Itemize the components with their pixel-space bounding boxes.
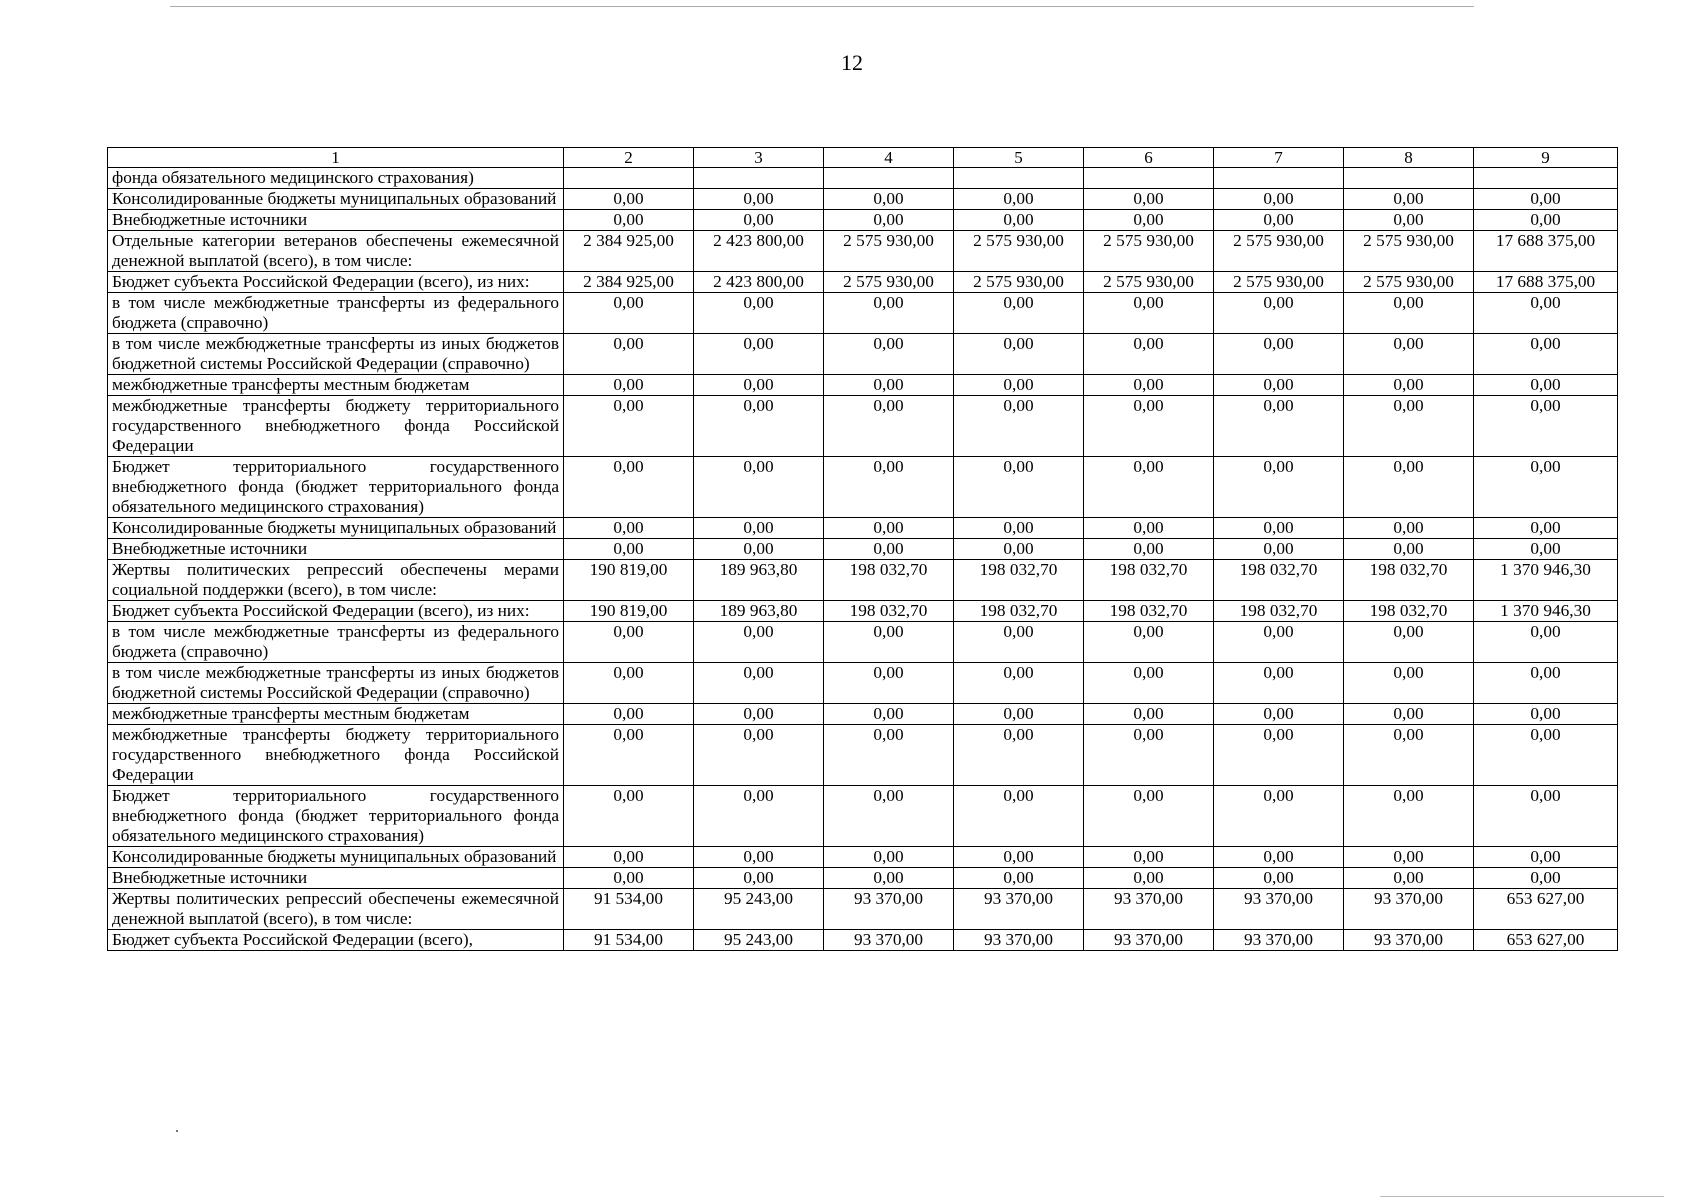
value-cell — [1214, 168, 1344, 189]
value-cell: 0,00 — [954, 210, 1084, 231]
value-cell: 0,00 — [1474, 518, 1618, 539]
value-cell: 93 370,00 — [1214, 930, 1344, 951]
value-cell: 0,00 — [564, 375, 694, 396]
value-cell: 0,00 — [1084, 293, 1214, 334]
table-row — [108, 663, 1618, 704]
value-cell: 17 688 375,00 — [1474, 231, 1618, 272]
value-cell: 0,00 — [564, 539, 694, 560]
value-cell: 198 032,70 — [1084, 601, 1214, 622]
value-cell: 0,00 — [564, 334, 694, 375]
value-cell: 0,00 — [954, 396, 1084, 457]
table-row — [108, 847, 1618, 868]
value-cell: 2 423 800,00 — [694, 272, 824, 293]
value-cell: 0,00 — [1344, 868, 1474, 889]
value-cell: 0,00 — [1344, 396, 1474, 457]
value-cell: 653 627,00 — [1474, 889, 1618, 930]
value-cell: 0,00 — [824, 786, 954, 847]
value-cell: 0,00 — [1344, 457, 1474, 518]
value-cell: 0,00 — [1474, 457, 1618, 518]
value-cell: 0,00 — [564, 663, 694, 704]
value-cell: 0,00 — [564, 210, 694, 231]
column-header-8: 8 — [1344, 148, 1474, 168]
value-cell: 0,00 — [1084, 189, 1214, 210]
value-cell: 0,00 — [954, 786, 1084, 847]
value-cell — [824, 168, 954, 189]
table-row — [108, 622, 1618, 663]
value-cell: 0,00 — [1344, 539, 1474, 560]
value-cell — [1474, 168, 1618, 189]
value-cell: 190 819,00 — [564, 560, 694, 601]
row-label: Бюджет субъекта Российской Федерации (всего), — [108, 930, 564, 951]
value-cell: 0,00 — [694, 725, 824, 786]
column-header-2: 2 — [564, 148, 694, 168]
value-cell: 0,00 — [694, 847, 824, 868]
row-label: Внебюджетные источники — [108, 868, 564, 889]
value-cell: 0,00 — [1474, 210, 1618, 231]
value-cell: 0,00 — [564, 396, 694, 457]
value-cell: 0,00 — [694, 622, 824, 663]
value-cell: 0,00 — [1474, 622, 1618, 663]
value-cell: 0,00 — [954, 457, 1084, 518]
row-label: Консолидированные бюджеты муниципальных образований — [108, 847, 564, 868]
value-cell: 0,00 — [824, 375, 954, 396]
table-row — [108, 786, 1618, 847]
scan-bottom-edge-line — [1380, 1196, 1664, 1197]
table-row — [108, 375, 1618, 396]
table-row — [108, 457, 1618, 518]
table-row — [108, 930, 1618, 951]
value-cell: 0,00 — [1214, 704, 1344, 725]
value-cell: 2 384 925,00 — [564, 231, 694, 272]
table-row — [108, 334, 1618, 375]
row-label: в том числе межбюджетные трансферты из иных бюджетов бюджетной системы Российской Федерации (справочно) — [108, 663, 564, 704]
table-row — [108, 704, 1618, 725]
value-cell: 0,00 — [954, 518, 1084, 539]
value-cell: 0,00 — [954, 704, 1084, 725]
value-cell — [694, 168, 824, 189]
table-row — [108, 868, 1618, 889]
row-label: Бюджет субъекта Российской Федерации (всего), из них: — [108, 272, 564, 293]
table-row — [108, 272, 1618, 293]
row-label: Бюджет территориального государственного внебюджетного фонда (бюджет территориального фонда обязательного медицинского страхования) — [108, 457, 564, 518]
value-cell: 0,00 — [1214, 189, 1344, 210]
value-cell: 0,00 — [1474, 375, 1618, 396]
value-cell — [1344, 168, 1474, 189]
value-cell: 198 032,70 — [954, 601, 1084, 622]
value-cell — [564, 168, 694, 189]
value-cell: 0,00 — [1214, 396, 1344, 457]
value-cell: 0,00 — [564, 622, 694, 663]
value-cell: 0,00 — [824, 293, 954, 334]
value-cell: 0,00 — [824, 847, 954, 868]
value-cell: 0,00 — [694, 210, 824, 231]
column-header-5: 5 — [954, 148, 1084, 168]
row-label: Жертвы политических репрессий обеспечены ежемесячной денежной выплатой (всего), в том числе: — [108, 889, 564, 930]
value-cell: 0,00 — [1474, 396, 1618, 457]
value-cell: 0,00 — [954, 725, 1084, 786]
value-cell: 0,00 — [564, 189, 694, 210]
value-cell: 93 370,00 — [1084, 930, 1214, 951]
value-cell: 0,00 — [1344, 622, 1474, 663]
table-header — [108, 148, 1618, 168]
value-cell: 93 370,00 — [954, 889, 1084, 930]
row-label: в том числе межбюджетные трансферты из федерального бюджета (справочно) — [108, 293, 564, 334]
value-cell: 0,00 — [1084, 847, 1214, 868]
value-cell: 0,00 — [1474, 539, 1618, 560]
value-cell: 0,00 — [824, 725, 954, 786]
table-row — [108, 889, 1618, 930]
row-label: межбюджетные трансферты бюджету территориального государственного внебюджетного фонда Российской Федерации — [108, 725, 564, 786]
value-cell: 0,00 — [1344, 518, 1474, 539]
value-cell: 0,00 — [1084, 704, 1214, 725]
value-cell: 198 032,70 — [1214, 601, 1344, 622]
value-cell: 17 688 375,00 — [1474, 272, 1618, 293]
value-cell: 0,00 — [954, 622, 1084, 663]
value-cell: 1 370 946,30 — [1474, 560, 1618, 601]
value-cell: 2 575 930,00 — [824, 272, 954, 293]
value-cell: 0,00 — [1474, 189, 1618, 210]
value-cell: 198 032,70 — [1214, 560, 1344, 601]
value-cell — [1084, 168, 1214, 189]
column-header-1: 1 — [108, 148, 564, 168]
value-cell: 93 370,00 — [1344, 930, 1474, 951]
value-cell: 91 534,00 — [564, 930, 694, 951]
value-cell: 0,00 — [564, 847, 694, 868]
value-cell: 0,00 — [564, 457, 694, 518]
row-label: межбюджетные трансферты местным бюджетам — [108, 375, 564, 396]
budget-table — [107, 147, 1618, 951]
value-cell: 0,00 — [1474, 293, 1618, 334]
value-cell: 0,00 — [1214, 293, 1344, 334]
value-cell: 0,00 — [824, 663, 954, 704]
table-row — [108, 293, 1618, 334]
value-cell: 0,00 — [1084, 396, 1214, 457]
value-cell: 0,00 — [824, 704, 954, 725]
value-cell: 0,00 — [1214, 539, 1344, 560]
value-cell: 0,00 — [1344, 786, 1474, 847]
value-cell: 0,00 — [1344, 293, 1474, 334]
value-cell: 0,00 — [954, 847, 1084, 868]
value-cell: 0,00 — [1214, 725, 1344, 786]
row-label: Консолидированные бюджеты муниципальных образований — [108, 189, 564, 210]
value-cell: 2 575 930,00 — [954, 231, 1084, 272]
value-cell: 0,00 — [1474, 725, 1618, 786]
value-cell: 0,00 — [1474, 704, 1618, 725]
value-cell: 0,00 — [694, 189, 824, 210]
value-cell: 0,00 — [694, 375, 824, 396]
value-cell: 2 575 930,00 — [1084, 272, 1214, 293]
value-cell: 0,00 — [824, 334, 954, 375]
value-cell: 0,00 — [824, 622, 954, 663]
value-cell: 0,00 — [1474, 786, 1618, 847]
value-cell: 2 384 925,00 — [564, 272, 694, 293]
value-cell: 0,00 — [824, 210, 954, 231]
row-label: Жертвы политических репрессий обеспечены мерами социальной поддержки (всего), в том числе: — [108, 560, 564, 601]
value-cell: 0,00 — [694, 868, 824, 889]
value-cell: 0,00 — [564, 704, 694, 725]
value-cell: 0,00 — [1214, 622, 1344, 663]
value-cell: 0,00 — [1214, 518, 1344, 539]
value-cell: 0,00 — [694, 786, 824, 847]
value-cell: 0,00 — [954, 868, 1084, 889]
value-cell: 2 575 930,00 — [1214, 272, 1344, 293]
column-number-row — [108, 148, 1618, 168]
value-cell: 198 032,70 — [824, 560, 954, 601]
column-header-7: 7 — [1214, 148, 1344, 168]
row-label: Бюджет территориального государственного внебюджетного фонда (бюджет территориального фонда обязательного медицинского страхования) — [108, 786, 564, 847]
value-cell: 0,00 — [1344, 663, 1474, 704]
value-cell: 0,00 — [1214, 868, 1344, 889]
column-header-4: 4 — [824, 148, 954, 168]
value-cell: 189 963,80 — [694, 560, 824, 601]
value-cell: 0,00 — [1474, 663, 1618, 704]
value-cell: 0,00 — [1344, 375, 1474, 396]
value-cell: 190 819,00 — [564, 601, 694, 622]
value-cell: 0,00 — [1084, 622, 1214, 663]
value-cell: 0,00 — [954, 663, 1084, 704]
value-cell: 0,00 — [1214, 663, 1344, 704]
value-cell: 0,00 — [694, 663, 824, 704]
value-cell: 198 032,70 — [1344, 601, 1474, 622]
value-cell: 198 032,70 — [1344, 560, 1474, 601]
row-label: Внебюджетные источники — [108, 210, 564, 231]
value-cell: 0,00 — [694, 396, 824, 457]
row-label: Консолидированные бюджеты муниципальных образований — [108, 518, 564, 539]
value-cell: 0,00 — [824, 396, 954, 457]
row-label: в том числе межбюджетные трансферты из иных бюджетов бюджетной системы Российской Федерации (справочно) — [108, 334, 564, 375]
row-label: Отдельные категории ветеранов обеспечены ежемесячной денежной выплатой (всего), в том числе: — [108, 231, 564, 272]
value-cell: 0,00 — [694, 539, 824, 560]
value-cell: 0,00 — [1214, 334, 1344, 375]
scan-speck — [176, 1130, 178, 1132]
row-label: Бюджет субъекта Российской Федерации (всего), из них: — [108, 601, 564, 622]
value-cell: 0,00 — [1474, 847, 1618, 868]
value-cell: 0,00 — [1084, 786, 1214, 847]
value-cell: 198 032,70 — [824, 601, 954, 622]
value-cell: 0,00 — [954, 375, 1084, 396]
value-cell: 1 370 946,30 — [1474, 601, 1618, 622]
value-cell: 0,00 — [1084, 334, 1214, 375]
value-cell: 93 370,00 — [824, 930, 954, 951]
row-label: в том числе межбюджетные трансферты из федерального бюджета (справочно) — [108, 622, 564, 663]
value-cell — [954, 168, 1084, 189]
column-header-3: 3 — [694, 148, 824, 168]
value-cell: 0,00 — [1474, 868, 1618, 889]
row-label: фонда обязательного медицинского страхования) — [108, 168, 564, 189]
value-cell: 95 243,00 — [694, 930, 824, 951]
value-cell: 0,00 — [564, 868, 694, 889]
value-cell: 0,00 — [954, 539, 1084, 560]
value-cell: 0,00 — [1084, 375, 1214, 396]
table-body — [108, 168, 1618, 951]
value-cell: 0,00 — [1084, 210, 1214, 231]
value-cell: 0,00 — [564, 518, 694, 539]
value-cell: 0,00 — [1084, 663, 1214, 704]
value-cell: 0,00 — [954, 189, 1084, 210]
value-cell: 0,00 — [1214, 457, 1344, 518]
table-row — [108, 518, 1618, 539]
value-cell: 0,00 — [694, 334, 824, 375]
table-row — [108, 396, 1618, 457]
value-cell: 91 534,00 — [564, 889, 694, 930]
value-cell: 93 370,00 — [1214, 889, 1344, 930]
value-cell: 0,00 — [1344, 725, 1474, 786]
row-label: межбюджетные трансферты бюджету территориального государственного внебюджетного фонда Российской Федерации — [108, 396, 564, 457]
value-cell: 198 032,70 — [1084, 560, 1214, 601]
value-cell: 0,00 — [1344, 847, 1474, 868]
value-cell: 0,00 — [1344, 210, 1474, 231]
value-cell: 0,00 — [1084, 457, 1214, 518]
value-cell: 0,00 — [694, 293, 824, 334]
table-row — [108, 231, 1618, 272]
column-header-9: 9 — [1474, 148, 1618, 168]
scan-top-edge-line — [170, 6, 1474, 7]
row-label: Внебюджетные источники — [108, 539, 564, 560]
table-row — [108, 539, 1618, 560]
value-cell: 93 370,00 — [1084, 889, 1214, 930]
value-cell: 0,00 — [824, 539, 954, 560]
value-cell: 0,00 — [1084, 725, 1214, 786]
value-cell: 0,00 — [1214, 375, 1344, 396]
table-row — [108, 725, 1618, 786]
value-cell: 0,00 — [694, 457, 824, 518]
value-cell: 0,00 — [564, 725, 694, 786]
value-cell: 2 575 930,00 — [1344, 272, 1474, 293]
value-cell: 0,00 — [1344, 334, 1474, 375]
value-cell: 0,00 — [1084, 868, 1214, 889]
value-cell: 0,00 — [824, 868, 954, 889]
value-cell: 0,00 — [1214, 847, 1344, 868]
column-header-6: 6 — [1084, 148, 1214, 168]
table-row — [108, 601, 1618, 622]
table-row — [108, 210, 1618, 231]
value-cell: 0,00 — [824, 189, 954, 210]
table-row — [108, 168, 1618, 189]
table-row — [108, 189, 1618, 210]
value-cell: 0,00 — [954, 334, 1084, 375]
value-cell: 0,00 — [1344, 189, 1474, 210]
value-cell: 0,00 — [564, 293, 694, 334]
value-cell: 0,00 — [1214, 210, 1344, 231]
value-cell: 189 963,80 — [694, 601, 824, 622]
value-cell: 2 423 800,00 — [694, 231, 824, 272]
value-cell: 2 575 930,00 — [954, 272, 1084, 293]
value-cell: 93 370,00 — [1344, 889, 1474, 930]
value-cell: 0,00 — [564, 786, 694, 847]
value-cell: 95 243,00 — [694, 889, 824, 930]
value-cell: 93 370,00 — [954, 930, 1084, 951]
value-cell: 0,00 — [1344, 704, 1474, 725]
value-cell: 0,00 — [1474, 334, 1618, 375]
value-cell: 0,00 — [1084, 518, 1214, 539]
value-cell: 0,00 — [824, 457, 954, 518]
value-cell: 0,00 — [694, 704, 824, 725]
value-cell: 0,00 — [1084, 539, 1214, 560]
value-cell: 2 575 930,00 — [824, 231, 954, 272]
value-cell: 653 627,00 — [1474, 930, 1618, 951]
table-row — [108, 560, 1618, 601]
value-cell: 93 370,00 — [824, 889, 954, 930]
value-cell: 198 032,70 — [954, 560, 1084, 601]
value-cell: 0,00 — [824, 518, 954, 539]
value-cell: 2 575 930,00 — [1344, 231, 1474, 272]
page-number: 12 — [841, 50, 863, 75]
value-cell: 0,00 — [954, 293, 1084, 334]
value-cell: 2 575 930,00 — [1084, 231, 1214, 272]
row-label: межбюджетные трансферты местным бюджетам — [108, 704, 564, 725]
value-cell: 0,00 — [694, 518, 824, 539]
value-cell: 2 575 930,00 — [1214, 231, 1344, 272]
value-cell: 0,00 — [1214, 786, 1344, 847]
